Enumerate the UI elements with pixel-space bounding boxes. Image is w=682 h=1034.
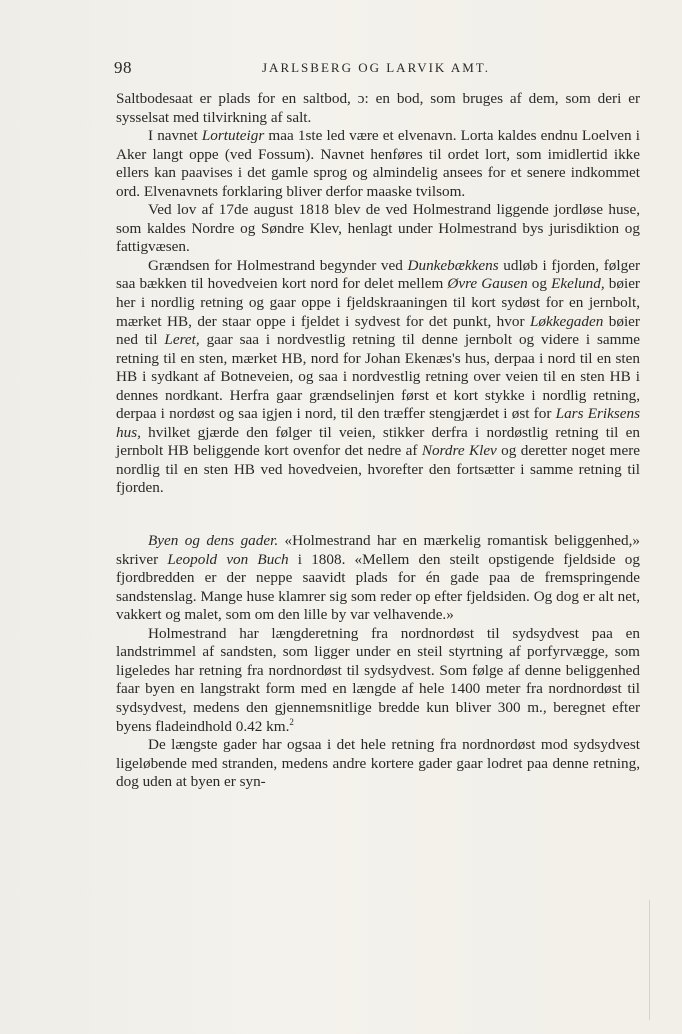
page-edge-shadow — [649, 900, 678, 1020]
section-heading: Byen og dens gader. — [148, 532, 279, 550]
italic-place-name: Øvre Gausen — [447, 275, 528, 293]
italic-place-name: Ekelund, — [551, 275, 605, 293]
running-title: JARLSBERG OG LARVIK AMT. — [262, 60, 491, 75]
paragraph-graendsen — [116, 257, 640, 498]
italic-place-name: Nordre Klev — [421, 442, 497, 460]
text-run: maa 1ste led være et elvenavn. Lorta kaldes endnu Loelven i Aker langt oppe (ved Fossum). Navnet henføres til ordet lort, som imidlertid ikke ellers kan paavises i det gamle sprog og almindelig ansees for et senere indkommet ord. Elvenavnets forklaring bliver derfor maaske tvilsom. — [116, 127, 640, 200]
italic-place-name: Leret, — [164, 331, 200, 349]
text-run: Grændsen for Holmestrand begynder ved — [148, 256, 408, 274]
paragraph-laengderetning — [116, 625, 640, 736]
page-body — [116, 90, 640, 792]
italic-place-name: Løkkegaden — [529, 312, 604, 330]
page-number: 98 — [114, 58, 132, 77]
text-run: Holmestrand har længderetning fra nordnordøst til sydsydvest paa en landstrimmel af sandsten, som ligger under en steil styrtning af porfyrvægge, som ligeledes har retning fra nordnordøst til sydsydvest. Som følge af denne beliggenhed faar byen en langstrakt form med en længde af hele 1400 meter fra nordnordøst til sydsydvest, medens den gjennemsnitlige bredde kun bliver 300 m., beregnet efter byens fladeindhold 0.42 km. — [116, 624, 640, 735]
page-header — [114, 58, 642, 80]
text-run: hvilket gjærde den følger til veien, stikker derfra i nordøstlig retning til en jernbolt HB beliggende kort ovenfor det nedre af — [116, 423, 640, 460]
text-run: i 1808. «Mellem den steilt opstigende fjeldside og fjordbredden er der neppe saavidt plads for én gade paa de fremspringende sandstenslag. Mange huse klamrer sig som reder op efter fjeldsiden. Og dog er alt net, vakkert og malet, som om den lille by var velhavende.» — [116, 550, 640, 624]
paragraph-saltbodesaat: Saltbodesaat er plads for en saltbod, ɔ: en bod, som bruges af dem, som deri er sysselsat med tilvirkning af salt. — [116, 90, 640, 126]
paragraph-laengste-gader: De længste gader har ogsaa i det hele retning fra nordnordøst mod sydsydvest ligeløbende med stranden, medens andre kortere gader gaar lodret paa denne retning, dog uden at byen er syn- — [116, 736, 640, 791]
text-run: «Holmestrand har en mærkelig romantisk beliggenhed,» skriver — [116, 532, 640, 568]
italic-author-name: Leopold von Buch — [167, 550, 289, 568]
text-run: bøier ned til — [116, 312, 640, 349]
paragraph-byen-og-dens-gader — [116, 532, 640, 625]
text-run: gaar saa i nordvestlig retning til denne jernbolt og videre i samme retning til en sten, mærket HB, nord for Johan Ekenæs's hus, derpaa i nord til en sten HB i sydkant af Botneveien, og saa i nordvestlig retning over veien til en sten HB i dennes nordkant. Herfra gaar grændselinjen først et kort stykke i nordlig retning, derpaa i nordøst og saa igjen i nord, til den træffer stengjærdet i øst for — [116, 331, 640, 423]
superscript: 2 — [289, 716, 294, 727]
text-run: bøier her i nordlig retning og gaar oppe i fjeldskraaningen til kort sydøst for en jernbolt, mærket HB, der staar oppe i fjeldet i sydvest for det punkt, hvor — [116, 275, 640, 330]
text-run: og deretter noget mere nordlig til en sten HB ved hovedveien, hvorefter den fortsætter i samme retning til fjorden. — [116, 442, 640, 497]
paragraph-lov-1818: Ved lov af 17de august 1818 blev de ved Holmestrand liggende jordløse huse, som kaldes Nordre og Søndre Klev, henlagt under Holmestrand bys jurisdiktion og fattigvæsen. — [116, 201, 640, 256]
paragraph-lortuteigr — [116, 127, 640, 201]
italic-place-name: Lars Eriksens hus, — [116, 405, 641, 441]
text-run: udløb i fjorden, følger saa bækken til hovedveien kort nord for delet mellem — [116, 256, 641, 293]
italic-place-name: Lortuteigr — [201, 127, 265, 145]
text-run: og — [527, 275, 552, 293]
italic-place-name: Dunkebækkens — [407, 256, 499, 274]
text-run: I navnet — [148, 127, 202, 145]
